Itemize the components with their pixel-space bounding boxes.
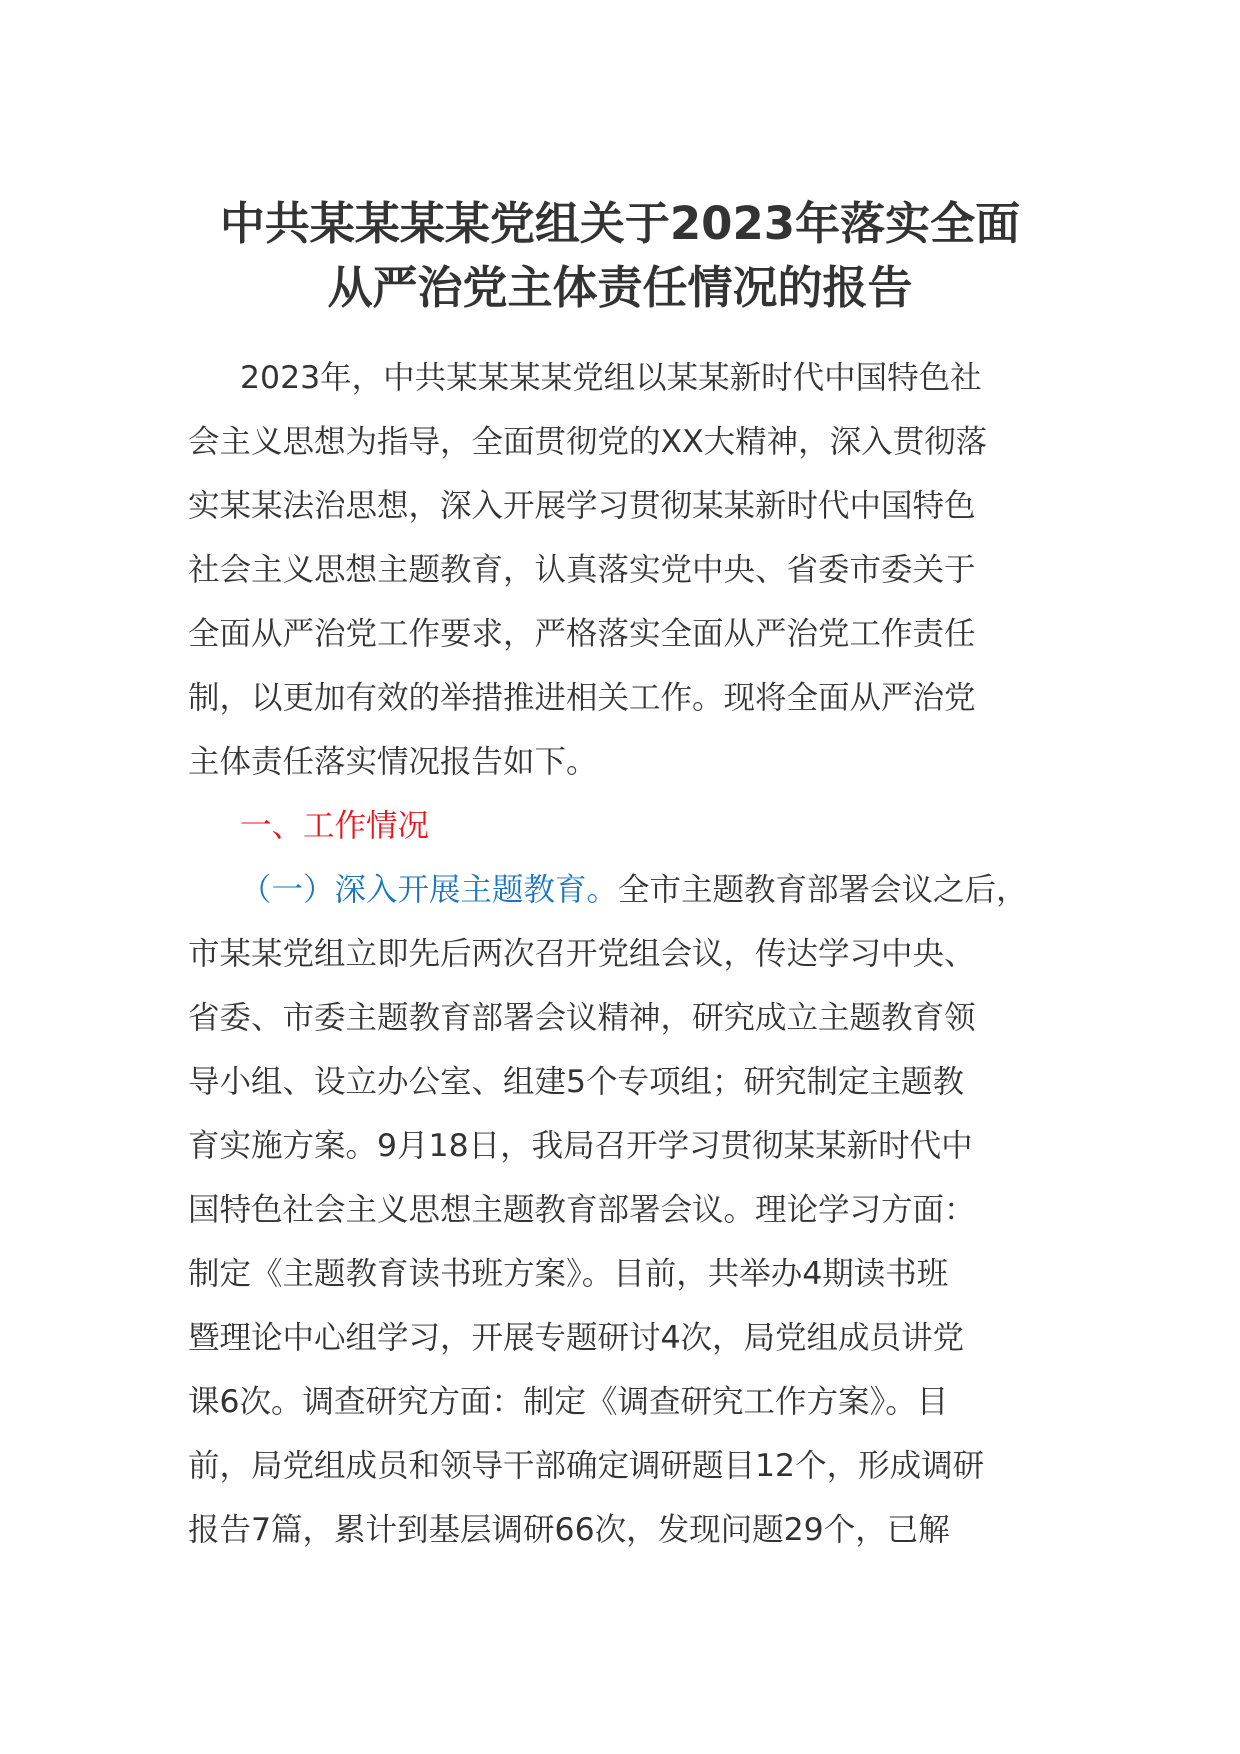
paragraph-2-line-2: 市某某党组立即先后两次召开党组会议，传达学习中央、 xyxy=(188,936,976,972)
paragraph-1-line-2: 会主义思想为指导，全面贯彻党的XX大精神，深入贯彻落 xyxy=(188,424,988,460)
paragraph-2-line-1-text: 全市主题教育部署会议之后， xyxy=(618,872,1028,908)
paragraph-2-line-5: 育实施方案。9月18日，我局召开学习贯彻某某新时代中 xyxy=(188,1128,973,1164)
paragraph-2-line-7: 制定《主题教育读书班方案》。目前，共举办4期读书班 xyxy=(188,1256,949,1292)
paragraph-2-line-4: 导小组、设立办公室、组建5个专项组；研究制定主题教 xyxy=(188,1064,965,1100)
paragraph-2-line-6: 国特色社会主义思想主题教育部署会议。理论学习方面： xyxy=(188,1192,976,1228)
document-title-line-1: 中共某某某某党组关于2023年落实全面 xyxy=(219,197,1021,250)
paragraph-1-line-4: 社会主义思想主题教育，认真落实党中央、省委市委关于 xyxy=(188,552,976,588)
paragraph-2-line-8: 暨理论中心组学习，开展专题研讨4次，局党组成员讲党 xyxy=(188,1320,965,1356)
document-title-line-2: 从严治党主体责任情况的报告 xyxy=(327,261,913,314)
paragraph-1-line-6: 制，以更加有效的举措推进相关工作。现将全面从严治党 xyxy=(188,680,976,716)
paragraph-1-line-3: 实某某法治思想，深入开展学习贯彻某某新时代中国特色 xyxy=(188,488,976,524)
paragraph-2-line-11: 报告7篇，累计到基层调研66次，发现问题29个，已解 xyxy=(188,1512,950,1548)
paragraph-2-line-1 xyxy=(240,868,1028,912)
paragraph-1-line-5: 全面从严治党工作要求，严格落实全面从严治党工作责任 xyxy=(188,616,976,652)
paragraph-2-line-3: 省委、市委主题教育部署会议精神，研究成立主题教育领 xyxy=(188,1000,976,1036)
section-heading: 一、工作情况 xyxy=(240,808,430,844)
paragraph-2-line-10: 前，局党组成员和领导干部确定调研题目12个，形成调研 xyxy=(188,1448,985,1484)
paragraph-1-line-1: 2023年，中共某某某某党组以某某新时代中国特色社 xyxy=(240,360,982,396)
subheading: （一）深入开展主题教育。 xyxy=(240,872,619,908)
paragraph-2-line-9: 课6次。调查研究方面：制定《调查研究工作方案》。目 xyxy=(188,1384,949,1420)
paragraph-1-line-7: 主体责任落实情况报告如下。 xyxy=(188,744,598,780)
